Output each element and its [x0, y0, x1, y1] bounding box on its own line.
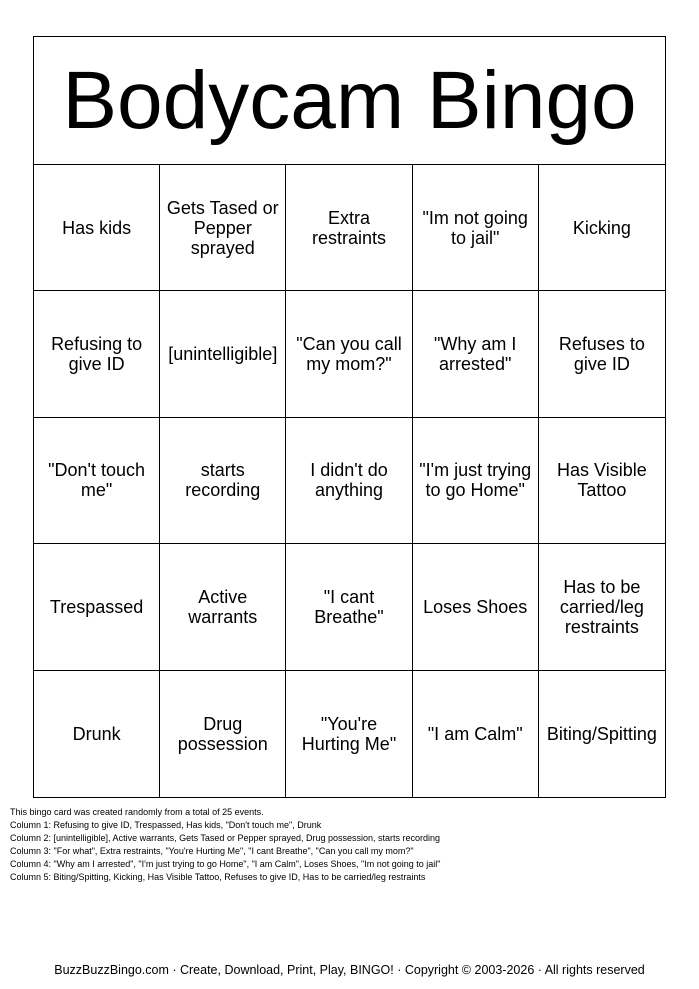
bingo-cell: Refuses to give ID [539, 291, 665, 417]
notes-column-4: Column 4: "Why am I arrested", "I'm just trying to go Home", "I am Calm", Loses Shoes, "Im not going to jail" [10, 859, 441, 869]
bingo-cell: "Can you call my mom?" [286, 291, 412, 417]
card-notes [10, 806, 440, 884]
bingo-cell: "Im not going to jail" [413, 165, 539, 291]
bingo-card [33, 36, 666, 798]
bingo-cell: Loses Shoes [413, 544, 539, 670]
bingo-cell: starts recording [160, 418, 286, 544]
bingo-cell: "Don't touch me" [34, 418, 160, 544]
bingo-cell: Has to be carried/leg restraints [539, 544, 665, 670]
bingo-cell: Drunk [34, 671, 160, 797]
notes-column-2: Column 2: [unintelligible], Active warrants, Gets Tased or Pepper sprayed, Drug possession, starts recording [10, 833, 441, 843]
bingo-grid [34, 165, 665, 797]
notes-intro: This bingo card was created randomly from a total of 25 events. [10, 807, 264, 817]
card-title: Bodycam Bingo [34, 37, 665, 165]
bingo-cell: "Why am I arrested" [413, 291, 539, 417]
bingo-cell: "You're Hurting Me" [286, 671, 412, 797]
bingo-cell: Biting/Spitting [546, 723, 657, 744]
bingo-cell: Drug possession [160, 671, 286, 797]
bingo-cell: [unintelligible] [160, 291, 286, 417]
page-footer: BuzzBuzzBingo.com · Create, Download, Print, Play, BINGO! · Copyright © 2003-2026 · All rights reserved [54, 963, 645, 977]
bingo-cell: Has Visible Tattoo [539, 418, 665, 544]
bingo-cell: Extra restraints [286, 165, 412, 291]
notes-column-1: Column 1: Refusing to give ID, Trespassed, Has kids, "Don't touch me", Drunk [10, 820, 322, 830]
bingo-cell: Refusing to give ID [34, 291, 160, 417]
bingo-cell: "I'm just trying to go Home" [413, 418, 539, 544]
notes-column-3: Column 3: "For what", Extra restraints, "You're Hurting Me", "I cant Breathe", "Can you call my mom?" [10, 846, 414, 856]
notes-column-5: Column 5: Biting/Spitting, Kicking, Has Visible Tattoo, Refuses to give ID, Has to be carried/leg restraints [10, 872, 426, 882]
bingo-cell: Kicking [539, 165, 665, 291]
bingo-cell: "I cant Breathe" [286, 544, 412, 670]
bingo-cell: I didn't do anything [286, 418, 412, 544]
bingo-cell: "I am Calm" [413, 671, 539, 797]
bingo-cell: Active warrants [160, 544, 286, 670]
bingo-cell: Has kids [34, 165, 160, 291]
bingo-cell: Gets Tased or Pepper sprayed [160, 165, 286, 291]
bingo-cell: Trespassed [34, 544, 160, 670]
